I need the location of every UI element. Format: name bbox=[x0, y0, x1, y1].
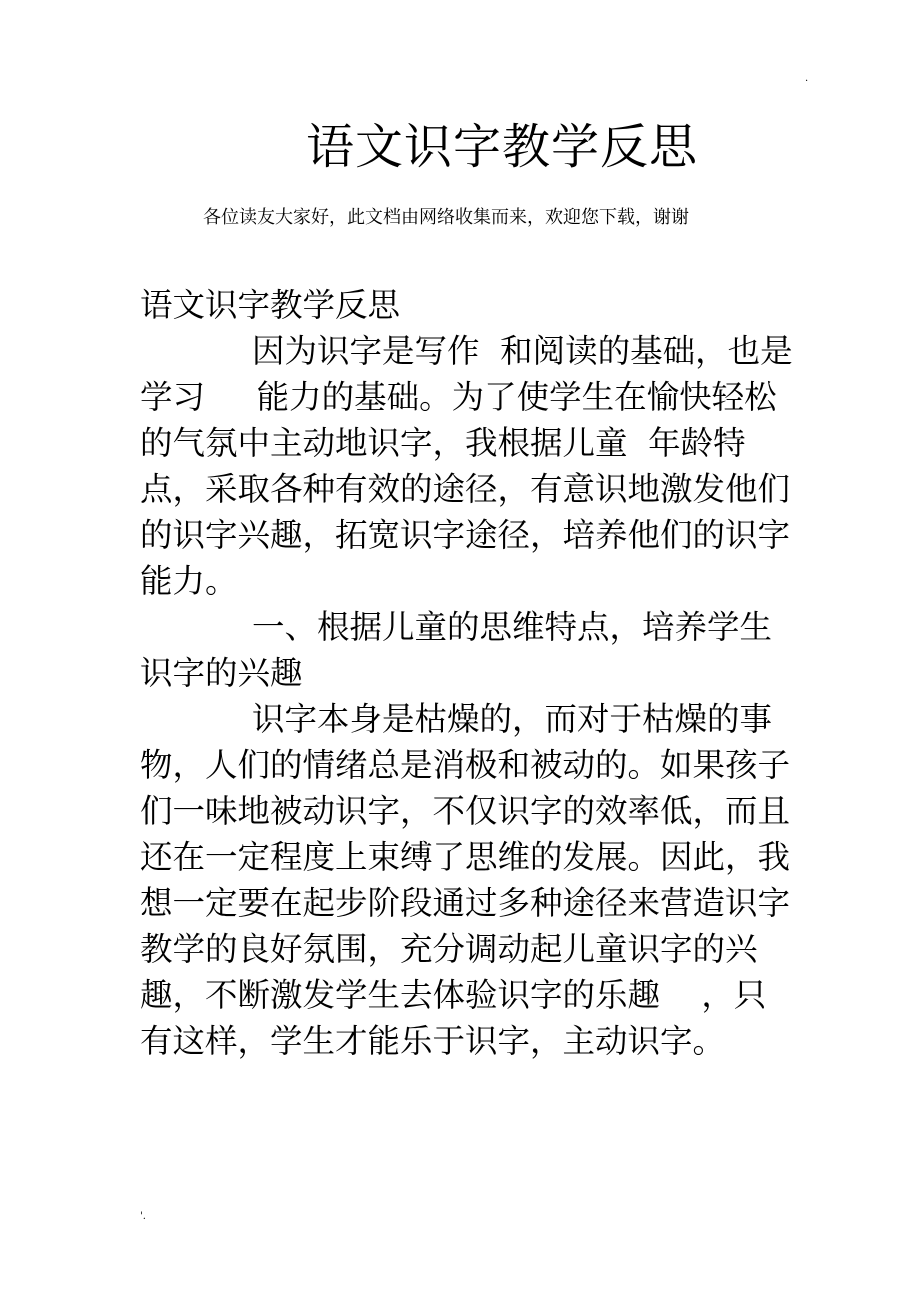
corner-mark-top: . bbox=[805, 73, 809, 84]
paragraph-intro: 因为识字是写作 和阅读的基础，也是学习 能力的基础。为了使学生在愉快轻松的气氛中主动地识字，我根据儿童 年龄特点，采取各种有效的途径，有意识地激发他们的识字兴趣，拓宽识字途径，培养他们的识字能力。 bbox=[140, 332, 793, 600]
paragraph-section-one-body: 识字本身是枯燥的，而对于枯燥的事物，人们的情绪总是消极和被动的。如果孩子们一味地被动识字，不仅识字的效率低，而且还在一定程度上束缚了思维的发展。因此，我想一定要在起步阶段通过多种途径来营造识字教学的良好氛围，充分调动起儿童识字的兴趣，不断激发学生去体验识字的乐趣 ，只有这样，学生才能乐于识字，主动识字。 bbox=[140, 700, 791, 1060]
section-heading: 语文识字教学反思 bbox=[140, 286, 401, 324]
document-body bbox=[140, 282, 795, 1064]
page-title: 语文识字教学反思 bbox=[306, 119, 699, 175]
paragraph-section-one-title: 一、根据儿童的思维特点，培养学生识字的兴趣 bbox=[140, 608, 773, 692]
corner-mark-bottom: '. bbox=[140, 1211, 146, 1222]
download-notice: 各位读友大家好，此文档由网络收集而来，欢迎您下载，谢谢 bbox=[203, 207, 689, 228]
